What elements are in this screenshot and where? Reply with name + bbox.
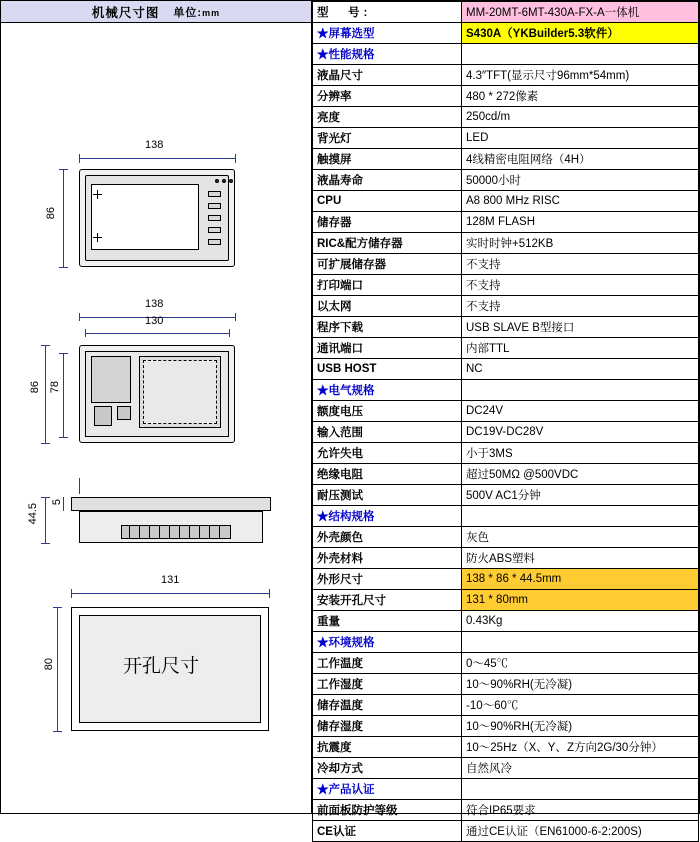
spec-key: ★性能规格 [313, 44, 462, 65]
spec-key: CPU [313, 191, 462, 212]
cutout-height-tick-top [53, 607, 62, 608]
spec-value: 128M FLASH [462, 212, 699, 233]
front-view-indicator-3 [229, 179, 233, 183]
table-row [313, 170, 699, 191]
spec-key: 冷却方式 [313, 758, 462, 779]
table-row [313, 107, 699, 128]
table-row [313, 653, 699, 674]
table-row [313, 191, 699, 212]
front-height-label: 86 [45, 207, 57, 220]
spec-key: ★屏幕选型 [313, 23, 462, 44]
spec-value: A8 800 MHz RISC [462, 191, 699, 212]
spec-key: 绝缘电阻 [313, 464, 462, 485]
back-inner-height-label: 78 [49, 381, 61, 394]
spec-key: 外形尺寸 [313, 569, 462, 590]
front-view-key-4 [208, 227, 221, 233]
front-view-cross-v-1 [97, 190, 98, 199]
front-height-tick-top [59, 169, 68, 170]
table-row [313, 821, 699, 842]
table-row [313, 674, 699, 695]
spec-key: ★环境规格 [313, 632, 462, 653]
spec-key: 可扩展储存器 [313, 254, 462, 275]
spec-key: 储存温度 [313, 695, 462, 716]
cutout-caption: 开孔尺寸 [123, 656, 200, 677]
table-row [313, 23, 699, 44]
back-inner-tick-right [229, 329, 230, 337]
spec-key: 允许失电 [313, 443, 462, 464]
spec-value: 灰色 [462, 527, 699, 548]
cutout-width-tick-right [269, 589, 270, 598]
spec-value: 131 * 80mm [462, 590, 699, 611]
table-row [313, 590, 699, 611]
side-depth-label: 44.5 [27, 503, 39, 525]
back-inner-height-dim-line [63, 353, 64, 437]
front-view-screen [91, 184, 199, 250]
side-view-terminal-tick-8 [199, 526, 200, 538]
front-view-key-5 [208, 239, 221, 245]
table-row [313, 485, 699, 506]
side-view-terminal-tick-10 [219, 526, 220, 538]
spec-value: 实时时钟+512KB [462, 233, 699, 254]
side-view-terminal-block [121, 525, 231, 539]
back-outer-height-dim-line [45, 345, 46, 443]
front-height-tick-bottom [59, 267, 68, 268]
back-inner-h-tick-top [59, 353, 68, 354]
table-row [313, 44, 699, 65]
side-top-arrow [79, 478, 80, 494]
cutout-width-label: 131 [161, 574, 180, 586]
cutout-height-label: 80 [43, 658, 55, 671]
spec-value [462, 44, 699, 65]
table-row [313, 149, 699, 170]
table-row [313, 317, 699, 338]
spec-value: 不支持 [462, 254, 699, 275]
spec-value: DC24V [462, 401, 699, 422]
table-row [313, 800, 699, 821]
table-row [313, 422, 699, 443]
spec-key: 液晶尺寸 [313, 65, 462, 86]
side-view-terminal-tick-4 [159, 526, 160, 538]
spec-key: 以太网 [313, 296, 462, 317]
table-row [313, 758, 699, 779]
table-row [313, 506, 699, 527]
table-row [313, 716, 699, 737]
back-inner-width-dim-line [85, 333, 229, 334]
front-view-indicator-2 [222, 179, 226, 183]
back-view-module-3 [117, 406, 131, 420]
spec-key: RIC&配方储存器 [313, 233, 462, 254]
back-inner-tick-left [85, 329, 86, 337]
spec-key: 通讯端口 [313, 338, 462, 359]
side-view-terminal-tick-6 [179, 526, 180, 538]
table-row [313, 464, 699, 485]
back-outer-h-tick-top [41, 345, 50, 346]
back-view-connector-detail [143, 360, 217, 424]
table-row [313, 275, 699, 296]
spec-key: 储存器 [313, 212, 462, 233]
cutout-width-dim-line [71, 593, 269, 594]
side-view-terminal-tick-3 [149, 526, 150, 538]
spec-value: 通过CE认证（EN61000-6-2:200S) [462, 821, 699, 842]
spec-value: 138 * 86 * 44.5mm [462, 569, 699, 590]
spec-value: 自然风冷 [462, 758, 699, 779]
spec-key: 工作湿度 [313, 674, 462, 695]
spec-key: CE认证 [313, 821, 462, 842]
spec-value: 不支持 [462, 296, 699, 317]
spec-value: 4线精密电阻网络（4H） [462, 149, 699, 170]
spec-value: S430A（YKBuilder5.3软件） [462, 23, 699, 44]
table-row [313, 527, 699, 548]
front-height-dim-line [63, 169, 64, 267]
spec-key: 安装开孔尺寸 [313, 590, 462, 611]
side-view-terminal-tick-9 [209, 526, 210, 538]
side-view-terminal-tick-2 [139, 526, 140, 538]
unit-label: 单位:mm [173, 6, 221, 19]
specification-table [312, 1, 699, 842]
spec-value [462, 380, 699, 401]
spec-value: 4.3″TFT(显示尺寸96mm*54mm) [462, 65, 699, 86]
spec-value: 超过50MΩ @500VDC [462, 464, 699, 485]
front-width-tick-left [79, 154, 80, 163]
back-inner-h-tick-bottom [59, 437, 68, 438]
cutout-width-tick-left [71, 589, 72, 598]
front-width-dim-line [79, 158, 235, 159]
spec-key: 额度电压 [313, 401, 462, 422]
spec-value: 小于3MS [462, 443, 699, 464]
table-row [313, 611, 699, 632]
spec-key: 耐压测试 [313, 485, 462, 506]
drawing-panel-header [1, 1, 311, 23]
table-row [313, 2, 699, 23]
front-view-indicator-1 [215, 179, 219, 183]
spec-value: MM-20MT-6MT-430A-FX-A一体机 [462, 2, 699, 23]
spec-key: 输入范围 [313, 422, 462, 443]
spec-value: 10～90%RH(无冷凝) [462, 716, 699, 737]
spec-key: ★产品认证 [313, 779, 462, 800]
spec-value: 50000小时 [462, 170, 699, 191]
spec-key: 工作温度 [313, 653, 462, 674]
table-row [313, 380, 699, 401]
mechanical-drawing-panel [1, 1, 312, 813]
table-row [313, 212, 699, 233]
cutout-height-tick-bottom [53, 731, 62, 732]
table-row [313, 401, 699, 422]
back-view-module-2 [94, 406, 112, 426]
spec-value: DC19V-DC28V [462, 422, 699, 443]
back-inner-width-label: 130 [145, 315, 164, 327]
spec-value: 10～90%RH(无冷凝) [462, 674, 699, 695]
front-view-key-2 [208, 203, 221, 209]
side-depth-dim-line [45, 497, 46, 543]
spec-value: 不支持 [462, 275, 699, 296]
table-row [313, 338, 699, 359]
spec-key: 前面板防护等级 [313, 800, 462, 821]
back-view-module-1 [91, 356, 131, 403]
spec-key: 液晶寿命 [313, 170, 462, 191]
table-row [313, 443, 699, 464]
spec-key: 外壳材料 [313, 548, 462, 569]
drawing-panel-title: 机械尺寸图 [91, 5, 160, 20]
front-view-key-1 [208, 191, 221, 197]
spec-key: 背光灯 [313, 128, 462, 149]
table-row [313, 779, 699, 800]
front-width-tick-right [235, 154, 236, 163]
spec-value: USB SLAVE B型接口 [462, 317, 699, 338]
spec-value: 内部TTL [462, 338, 699, 359]
table-row [313, 86, 699, 107]
spec-value [462, 506, 699, 527]
spec-value: 480 * 272像素 [462, 86, 699, 107]
back-outer-tick-right [235, 313, 236, 321]
spec-key: 外壳颜色 [313, 527, 462, 548]
back-outer-width-label: 138 [145, 298, 164, 310]
spec-value: NC [462, 359, 699, 380]
spec-value: 0.43Kg [462, 611, 699, 632]
side-lip-label: 5 [51, 499, 63, 506]
side-depth-tick-bottom [41, 543, 50, 544]
table-row [313, 695, 699, 716]
side-lip-dim-line [63, 497, 64, 511]
spec-key: 储存湿度 [313, 716, 462, 737]
spec-key: 分辨率 [313, 86, 462, 107]
table-row [313, 296, 699, 317]
front-view-cross-v-2 [97, 233, 98, 242]
spec-key: 型 号: [313, 2, 462, 23]
spec-value: 250cd/m [462, 107, 699, 128]
table-row [313, 632, 699, 653]
drawing-area [1, 23, 311, 813]
spec-value [462, 779, 699, 800]
cutout-height-dim-line [57, 607, 58, 731]
spec-key: 亮度 [313, 107, 462, 128]
table-row [313, 737, 699, 758]
table-row [313, 254, 699, 275]
side-view-terminal-tick-5 [169, 526, 170, 538]
spec-key: 抗震度 [313, 737, 462, 758]
spec-key: 重量 [313, 611, 462, 632]
unit-value: mm [202, 7, 221, 18]
spec-value: 0～45℃ [462, 653, 699, 674]
front-view-key-3 [208, 215, 221, 221]
back-outer-height-label: 86 [29, 381, 41, 394]
spec-key: 打印端口 [313, 275, 462, 296]
back-outer-tick-left [79, 313, 80, 321]
side-view-faceplate [71, 497, 271, 511]
spec-key: 触摸屏 [313, 149, 462, 170]
table-row [313, 65, 699, 86]
side-view-terminal-tick-7 [189, 526, 190, 538]
spec-value: -10～60℃ [462, 695, 699, 716]
back-outer-h-tick-bottom [41, 443, 50, 444]
spec-key: ★电气规格 [313, 380, 462, 401]
spec-value: 符合IP65要求 [462, 800, 699, 821]
table-row [313, 569, 699, 590]
spec-value: 防火ABS塑料 [462, 548, 699, 569]
table-row [313, 548, 699, 569]
spec-key: ★结构规格 [313, 506, 462, 527]
spec-value [462, 632, 699, 653]
spec-key: 程序下载 [313, 317, 462, 338]
front-width-label: 138 [145, 139, 164, 151]
spec-value: 500V AC1分钟 [462, 485, 699, 506]
side-view-terminal-tick-1 [129, 526, 130, 538]
table-row [313, 128, 699, 149]
table-row [313, 233, 699, 254]
side-depth-tick-top [41, 497, 50, 498]
specification-panel [312, 1, 699, 838]
spec-value: LED [462, 128, 699, 149]
spec-key: USB HOST [313, 359, 462, 380]
spec-value: 10～25Hz（X、Y、Z方向2G/30分钟） [462, 737, 699, 758]
table-row [313, 359, 699, 380]
